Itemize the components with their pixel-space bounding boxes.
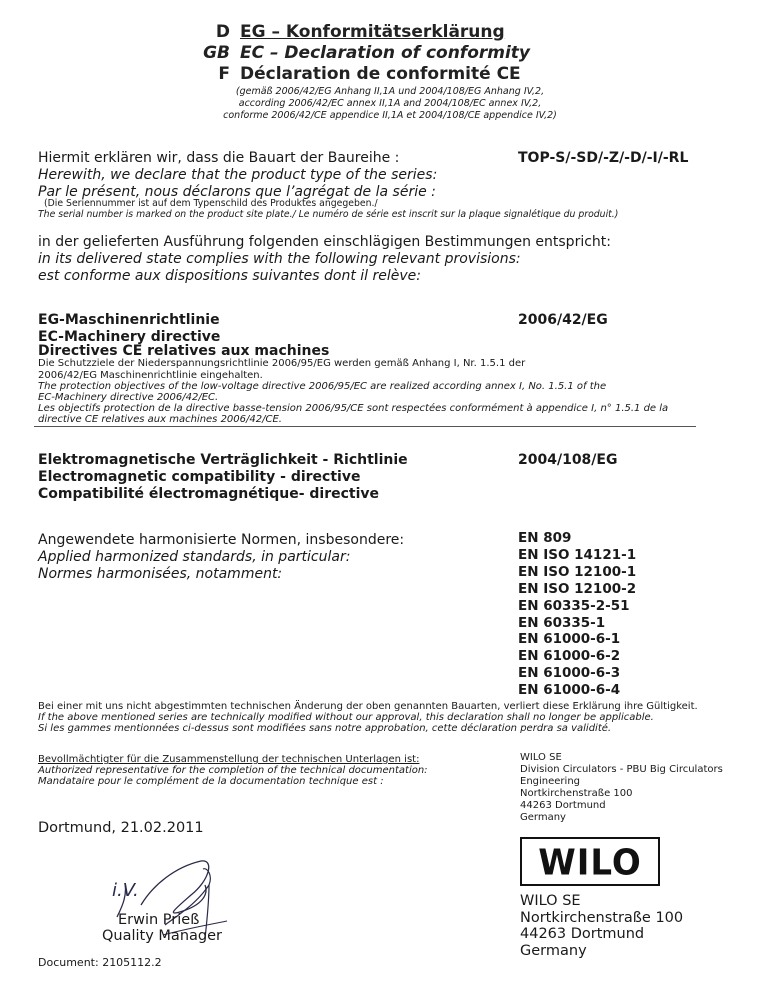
address-line: 44263 Dortmund bbox=[520, 800, 606, 811]
wilo-logo bbox=[520, 837, 660, 886]
signatory-name: Erwin Prieß bbox=[118, 912, 200, 928]
standards-list bbox=[518, 530, 636, 699]
header-subnote-line: conforme 2006/42/CE appendice II,1A et 2004/108/CE appendice IV,2) bbox=[223, 110, 557, 121]
standards-en: Applied harmonized standards, in particular: bbox=[38, 549, 351, 565]
machinery-title-de: EG-Maschinenrichtlinie bbox=[38, 312, 220, 328]
standard-item: EN ISO 14121-1 bbox=[518, 546, 637, 563]
signature-mark: i.V. bbox=[112, 880, 139, 901]
provisions-fr: est conforme aux dispositions suivantes dont il relève: bbox=[38, 268, 422, 284]
machinery-note-de-2: 2006/42/EG Maschinenrichtlinie eingehalten. bbox=[38, 370, 263, 381]
company-line: Germany bbox=[520, 942, 587, 959]
declaration-de: Hiermit erklären wir, dass die Bauart der Baureihe : bbox=[38, 150, 400, 166]
machinery-note-en-2: EC-Machinery directive 2006/42/EC. bbox=[38, 392, 219, 403]
standard-item: EN 61000-6-2 bbox=[518, 648, 621, 665]
serial-note-en-fr: The serial number is marked on the product site plate./ Le numéro de série est inscrit sur la plaque signalétique du produit.) bbox=[38, 209, 619, 220]
address-line: Division Circulators - PBU Big Circulators bbox=[520, 764, 723, 775]
standard-item: EN 61000-6-1 bbox=[518, 631, 621, 648]
standard-item: EN 61000-6-4 bbox=[518, 682, 621, 699]
address-line: WILO SE bbox=[520, 752, 562, 763]
standards-fr: Normes harmonisées, notamment: bbox=[38, 566, 283, 582]
address-line: Nortkirchenstraße 100 bbox=[520, 788, 633, 799]
company-line: WILO SE bbox=[520, 893, 581, 909]
validity-en: If the above mentioned series are technically modified without our approval, this declaration shall no longer be applicable. bbox=[38, 712, 654, 723]
validity-de: Bei einer mit uns nicht abgestimmten technischen Änderung der oben genannten Bauarten, verliert diese Erklärung ihre Gültigkeit. bbox=[38, 701, 698, 712]
wilo-logo-text: WILO bbox=[538, 842, 642, 884]
representative-fr: Mandataire pour le complément de la documentation technique est : bbox=[38, 776, 384, 787]
title-de bbox=[190, 22, 505, 42]
document-number: Document: 2105112.2 bbox=[38, 956, 162, 969]
company-line: 44263 Dortmund bbox=[520, 926, 645, 942]
standard-item: EN ISO 12100-1 bbox=[518, 563, 637, 580]
lang-code-fr: F bbox=[218, 64, 230, 84]
company-line: Nortkirchenstraße 100 bbox=[520, 909, 684, 926]
serial-note-de: (Die Seriennummer ist auf dem Typenschild des Produktes angegeben./ bbox=[44, 198, 378, 209]
address-line: Germany bbox=[520, 812, 566, 823]
standard-item: EN 60335-2-51 bbox=[518, 597, 630, 614]
provisions-en: in its delivered state complies with the following relevant provisions: bbox=[38, 251, 521, 267]
standard-item: EN ISO 12100-2 bbox=[518, 580, 637, 597]
representative-en: Authorized representative for the completion of the technical documentation: bbox=[38, 765, 428, 776]
standard-item: EN 61000-6-3 bbox=[518, 665, 621, 682]
title-de-text: EG – Konformitätserklärung bbox=[240, 22, 505, 42]
emc-directive-code: 2004/108/EG bbox=[518, 452, 618, 468]
machinery-note-fr-2: directive CE relatives aux machines 2006/42/CE. bbox=[38, 414, 282, 425]
machinery-note-de-1: Die Schutzziele der Niederspannungsrichtlinie 2006/95/EG werden gemäß Anhang I, Nr. 1.5.1 der bbox=[38, 358, 526, 369]
section-divider bbox=[34, 426, 696, 427]
validity-fr: Si les gammes mentionnées ci-dessus sont modifiées sans notre approbation, cette déclaration perdra sa validité. bbox=[38, 723, 612, 734]
title-fr-text: Déclaration de conformité CE bbox=[240, 64, 521, 84]
emc-title-en: Electromagnetic compatibility - directive bbox=[38, 469, 361, 485]
declaration-fr: Par le présent, nous déclarons que l’agrégat de la série : bbox=[38, 184, 436, 200]
product-series: TOP-S/-SD/-Z/-D/-I/-RL bbox=[518, 150, 689, 166]
machinery-note-fr-1: Les objectifs protection de la directive basse-tension 2006/95/CE sont respectées conformément à appendice I, n° 1.5.1 de la bbox=[38, 403, 669, 414]
address-line: Engineering bbox=[520, 776, 580, 787]
standard-item: EN 60335-1 bbox=[518, 614, 606, 631]
header-subnote bbox=[180, 86, 600, 122]
standard-item: EN 809 bbox=[518, 530, 572, 546]
company-address bbox=[520, 893, 683, 959]
standards-de: Angewendete harmonisierte Normen, insbesondere: bbox=[38, 532, 405, 548]
machinery-note-en-1: The protection objectives of the low-voltage directive 2006/95/EC are realized according annex I, No. 1.5.1 of the bbox=[38, 381, 607, 392]
lang-code-de: D bbox=[215, 22, 230, 42]
declaration-en: Herewith, we declare that the product type of the series: bbox=[38, 167, 438, 183]
machinery-title-en: EC-Machinery directive bbox=[38, 329, 221, 345]
representative-address bbox=[520, 752, 723, 824]
lang-code-gb: GB bbox=[203, 43, 230, 63]
emc-title-fr: Compatibilité électromagnétique- directive bbox=[38, 486, 380, 502]
provisions-de: in der gelieferten Ausführung folgenden einschlägigen Bestimmungen entspricht: bbox=[38, 234, 611, 250]
signatory-role: Quality Manager bbox=[102, 928, 222, 944]
header-subnote-line: (gemäß 2006/42/EG Anhang II,1A und 2004/108/EG Anhang IV,2, bbox=[235, 86, 545, 97]
machinery-directive-code: 2006/42/EG bbox=[518, 312, 608, 328]
header-subnote-line: according 2006/42/EC annex II,1A and 2004/108/EC annex IV,2, bbox=[238, 98, 542, 109]
title-fr bbox=[190, 64, 521, 84]
emc-title-de: Elektromagnetische Verträglichkeit - Richtlinie bbox=[38, 452, 408, 468]
place-date: Dortmund, 21.02.2011 bbox=[38, 820, 204, 836]
title-gb bbox=[190, 43, 530, 63]
title-gb-text: EC – Declaration of conformity bbox=[240, 43, 531, 63]
machinery-title-fr: Directives CE relatives aux machines bbox=[38, 343, 330, 359]
representative-de: Bevollmächtigter für die Zusammenstellung der technischen Unterlagen ist: bbox=[38, 754, 420, 765]
